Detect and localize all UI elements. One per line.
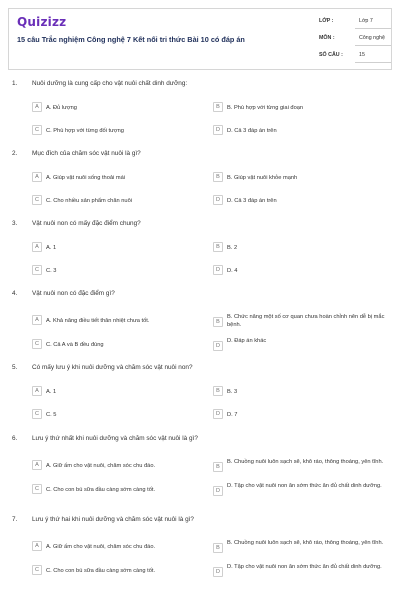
option-letter-box: D (213, 567, 223, 577)
option-letter-box: A (32, 315, 42, 325)
option-text: B. Giúp vật nuôi khỏe mạnh (227, 174, 298, 181)
option-text: A. Giữ ấm cho vật nuôi, chăm sóc chu đáo. (46, 462, 156, 469)
option-text: A. 1 (46, 388, 57, 395)
meta-label: MÔN : (319, 35, 335, 41)
option-letter-box: D (213, 125, 223, 135)
option-letter-box: B (213, 543, 223, 553)
question-number: 1. (12, 80, 18, 87)
option-text: C. Cho nhiều sản phẩm chăn nuôi (46, 197, 133, 204)
question-text: Lưu ý thứ nhất khi nuôi dưỡng và chăm sóc vật nuôi là gì? (32, 435, 198, 442)
option-letter-box: D (213, 341, 223, 351)
quizizz-logo: Quizizz (17, 15, 67, 29)
meta-underline (355, 62, 391, 63)
option-letter-box: C (32, 265, 42, 275)
option-text: B. 2 (227, 244, 238, 251)
option-text: D. Tập cho vật nuôi non ăn sớm thức ăn đủ chất dinh dưỡng. (227, 564, 382, 570)
option-letter-box: C (32, 195, 42, 205)
option-text: B. Phù hợp với từng giai đoạn (227, 104, 304, 111)
option-letter-box: A (32, 541, 42, 551)
option-letter-box: A (32, 242, 42, 252)
option-text: C. Cho con bú sữa đầu càng sớm càng tốt. (46, 486, 156, 493)
option-text: D. Đáp án khác (227, 338, 267, 344)
meta-value: Lớp 7 (359, 18, 373, 24)
question-number: 2. (12, 150, 18, 157)
worksheet-title: 15 câu Trắc nghiệm Công nghệ 7 Kết nối tri thức Bài 10 có đáp án (17, 35, 245, 44)
option-text: A. 1 (46, 244, 57, 251)
option-text: A. Giữ ấm cho vật nuôi, chăm sóc chu đáo. (46, 543, 156, 550)
question-text: Lưu ý thứ hai khi nuôi dưỡng và chăm sóc vật nuôi là gì? (32, 516, 194, 523)
question-number: 4. (12, 290, 18, 297)
option-text: D. 7 (227, 411, 238, 418)
option-letter-box: C (32, 339, 42, 349)
option-text: D. Tập cho vật nuôi non ăn sớm thức ăn đủ chất dinh dưỡng. (227, 483, 382, 489)
option-text: C. 3 (46, 267, 57, 274)
meta-value: 15 (359, 52, 365, 58)
option-letter-box: D (213, 486, 223, 496)
question-text: Vật nuôi non có mấy đặc điểm chung? (32, 220, 141, 227)
option-letter-box: D (213, 409, 223, 419)
option-letter-box: C (32, 484, 42, 494)
option-letter-box: A (32, 102, 42, 112)
option-letter-box: B (213, 242, 223, 252)
worksheet-header (8, 8, 392, 70)
option-letter-box: B (213, 386, 223, 396)
meta-label: SỐ CÂU : (319, 52, 343, 58)
option-text: D. Cả 3 đáp án trên (227, 197, 277, 204)
meta-question-count (311, 49, 391, 63)
question-number: 3. (12, 220, 18, 227)
meta-underline (355, 28, 391, 29)
option-text: A. Đủ lượng (46, 104, 77, 111)
meta-grade (311, 15, 391, 29)
option-letter-box: C (32, 565, 42, 575)
option-text: C. 5 (46, 411, 57, 418)
option-text: C. Phù hợp với từng đối tượng (46, 127, 124, 134)
question-text: Có mấy lưu ý khi nuôi dưỡng và chăm sóc vật nuôi non? (32, 364, 193, 371)
option-letter-box: B (213, 317, 223, 327)
question-text: Nuôi dưỡng là cung cấp cho vật nuôi chất dinh dưỡng: (32, 80, 188, 87)
meta-value: Công nghệ (359, 35, 385, 41)
option-letter-box: B (213, 172, 223, 182)
option-text: B. 3 (227, 388, 238, 395)
question-text: Mục đích của chăm sóc vật nuôi là gì? (32, 150, 141, 157)
option-letter-box: B (213, 462, 223, 472)
option-text: B. Chức năng một số cơ quan chưa hoàn chỉnh nên dễ bị mắc bệnh. (227, 314, 385, 328)
meta-underline (355, 45, 391, 46)
option-text: A. Giúp vật nuôi sống thoải mái (46, 174, 126, 181)
question-text: Vật nuôi non có đặc điểm gì? (32, 290, 115, 297)
option-text: B. Chuồng nuôi luôn sạch sẽ, khô ráo, thông thoáng, yên tĩnh. (227, 540, 384, 546)
option-letter-box: C (32, 125, 42, 135)
option-letter-box: A (32, 386, 42, 396)
option-text: A. Khả năng điều tiết thân nhiệt chưa tốt. (46, 317, 150, 324)
option-letter-box: D (213, 265, 223, 275)
meta-subject (311, 32, 391, 46)
option-letter-box: D (213, 195, 223, 205)
meta-label: LỚP : (319, 18, 334, 24)
option-text: C. Cả A và B đều đúng (46, 341, 104, 348)
question-number: 7. (12, 516, 18, 523)
question-number: 5. (12, 364, 18, 371)
option-letter-box: A (32, 460, 42, 470)
option-text: C. Cho con bú sữa đầu càng sớm càng tốt. (46, 567, 156, 574)
option-letter-box: A (32, 172, 42, 182)
option-text: D. Cả 3 đáp án trên (227, 127, 277, 134)
question-number: 6. (12, 435, 18, 442)
option-letter-box: B (213, 102, 223, 112)
option-text: B. Chuồng nuôi luôn sạch sẽ, khô ráo, thông thoáng, yên tĩnh. (227, 459, 384, 465)
option-text: D. 4 (227, 267, 238, 274)
option-letter-box: C (32, 409, 42, 419)
